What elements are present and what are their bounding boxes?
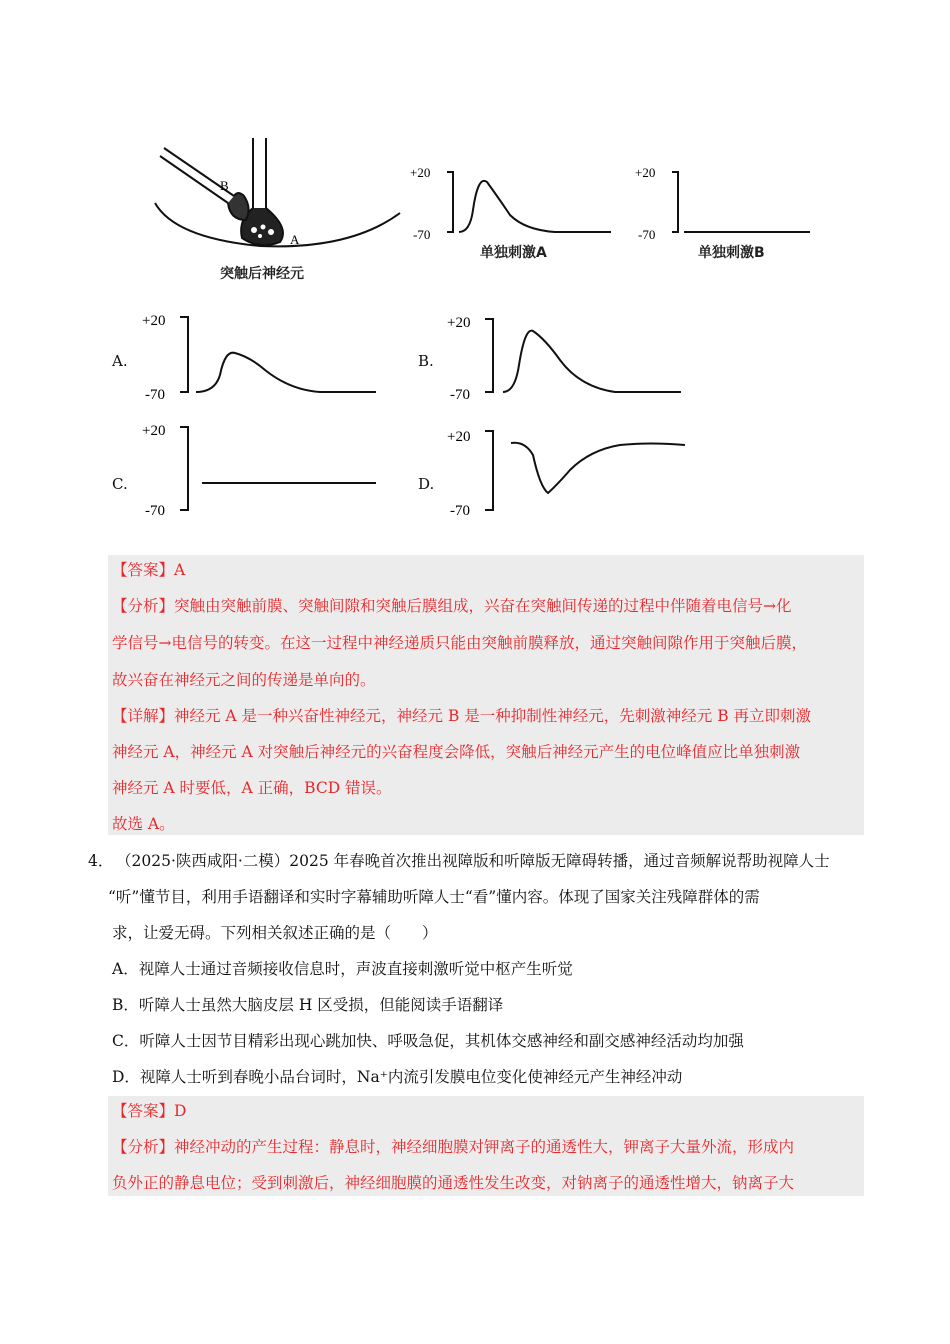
q4-analysis-line-2: 负外正的静息电位；受到刺激后，神经细胞膜的通透性发生改变，对钠离子的通透性增大，钠离子大: [112, 1174, 795, 1192]
graph-b-y-top: +20: [635, 165, 656, 180]
q4-choice-b: B．听障人士虽然大脑皮层 H 区受损，但能阅读手语翻译: [112, 996, 504, 1014]
option-c-label: C.: [112, 475, 128, 493]
graph-b-y-bottom: -70: [638, 227, 656, 242]
option-b-graph: [445, 305, 685, 410]
q4-choice-a: A．视障人士通过音频接收信息时，声波直接刺激听觉中枢产生听觉: [112, 960, 573, 978]
option-a-graph: [140, 305, 380, 410]
option-b-curve: [503, 331, 681, 392]
option-b-label: B.: [418, 352, 434, 370]
q4-analysis-line-1: 【分析】神经冲动的产生过程：静息时，神经细胞膜对钾离子的通透性大，钾离子大量外流，形成内: [112, 1138, 795, 1156]
synapse-label-a: A: [290, 232, 300, 247]
synapse-label-b: B: [220, 178, 229, 193]
q4-choice-c: C．听障人士因节目精彩出现心跳加快、呼吸急促，其机体交感神经和副交感神经活动均加强: [112, 1032, 744, 1050]
graph-a-y-bottom: -70: [413, 227, 431, 242]
graph-stimulus-a: [405, 160, 620, 270]
synapse-caption: 突触后神经元: [220, 266, 304, 282]
q4-stem-line-3: 求，让爱无碍。下列相关叙述正确的是（ ）: [112, 924, 438, 942]
graph-a-y-top: +20: [410, 165, 431, 180]
option-d-label: D.: [418, 475, 435, 493]
q3-detail-line-1: 【详解】神经元 A 是一种兴奋性神经元，神经元 B 是一种抑制性神经元，先刺激神经元 B 再立即刺激: [112, 707, 812, 725]
q4-stem-line-1: （2025·陕西咸阳·二模）2025 年春晚首次推出视障版和听障版无障碍转播，通过音频解说帮助视障人士: [116, 852, 830, 870]
option-d-curve: [511, 443, 685, 493]
graph-a-curve: [459, 181, 611, 232]
option-d-graph: [445, 415, 685, 520]
q4-number: 4．: [88, 852, 114, 870]
q3-detail-line-2: 神经元 A，神经元 A 对突触后神经元的兴奋程度会降低，突触后神经元产生的电位峰值应比单独刺激: [112, 743, 801, 761]
option-c-y-bottom: -70: [145, 503, 165, 519]
option-d-y-top: +20: [447, 429, 471, 445]
graph-b-caption: 单独刺激B: [698, 245, 765, 261]
q4-answer: 【答案】D: [112, 1102, 187, 1120]
option-b-y-top: +20: [447, 315, 471, 331]
option-b-y-bottom: -70: [450, 387, 470, 403]
q3-analysis-line-2: 学信号→电信号的转变。在这一过程中神经递质只能由突触前膜释放，通过突触间隙作用于突触后膜，: [112, 634, 807, 652]
q4-stem-line-2: “听”懂节目，利用手语翻译和实时字幕辅助听障人士“看”懂内容。体现了国家关注残障群体的需: [108, 888, 760, 906]
option-d-y-bottom: -70: [450, 503, 470, 519]
graph-stimulus-b: [630, 160, 820, 270]
q3-choose: 故选 A。: [112, 815, 175, 833]
q3-analysis-line-1: 【分析】突触由突触前膜、突触间隙和突触后膜组成，兴奋在突触间传递的过程中伴随着电信号→化: [112, 597, 792, 615]
graph-a-caption: 单独刺激A: [480, 245, 547, 261]
q3-analysis-line-3: 故兴奋在神经元之间的传递是单向的。: [112, 671, 376, 689]
option-a-y-bottom: -70: [145, 387, 165, 403]
q3-detail-line-3: 神经元 A 时要低，A 正确，BCD 错误。: [112, 779, 392, 797]
option-c-graph: [140, 415, 380, 520]
option-a-curve: [196, 353, 376, 392]
q3-answer: 【答案】A: [112, 561, 186, 579]
option-a-label: A.: [112, 352, 128, 370]
option-a-y-top: +20: [142, 313, 166, 329]
synapse-diagram: [150, 128, 410, 288]
option-c-y-top: +20: [142, 423, 166, 439]
q4-choice-d: D．视障人士听到春晚小品台词时，Na⁺内流引发膜电位变化使神经元产生神经冲动: [112, 1068, 683, 1086]
